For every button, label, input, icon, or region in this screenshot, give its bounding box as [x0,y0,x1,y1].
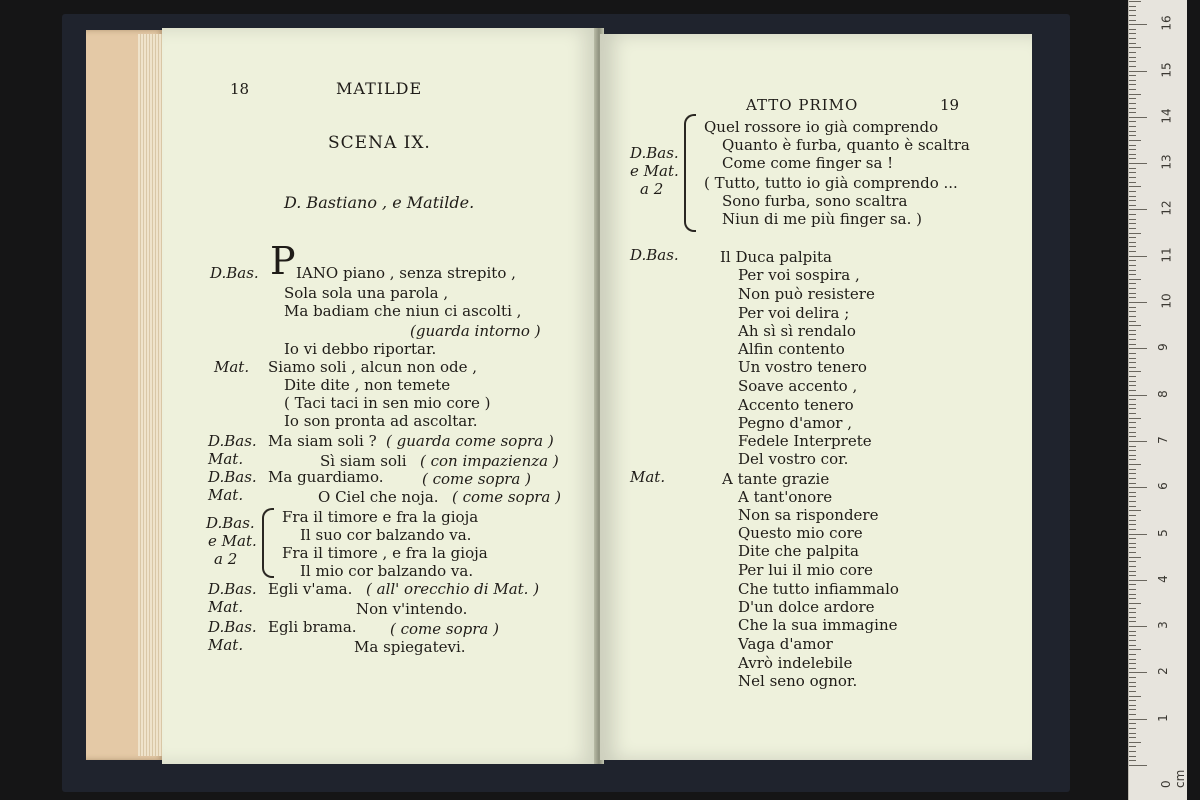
scene-title: SCENA IX. [328,133,431,153]
verse-line: Dite che palpita [738,542,859,560]
ruler-tick [1129,260,1136,261]
verse-line: Ma siam soli ? [268,432,377,450]
ruler-tick [1129,209,1147,210]
ruler-number: 2 [1155,667,1170,676]
speaker-label: D.Bas. [208,618,257,636]
ruler-tick [1129,61,1136,62]
ruler-tick [1129,6,1136,7]
ruler-tick [1129,75,1136,76]
ruler-tick [1129,765,1147,766]
ruler-tick [1129,24,1147,25]
ruler-tick [1129,663,1136,664]
ruler-tick [1129,700,1136,701]
verse-line: Ah sì sì rendalo [738,322,856,340]
stage-direction: ( all' orecchio di Mat. ) [366,580,540,598]
ruler-tick [1129,598,1136,599]
ruler-tick [1129,103,1136,104]
ruler-tick [1129,501,1136,502]
ruler-number: 1 [1155,713,1170,722]
ruler-tick [1129,510,1141,511]
ruler-tick [1129,20,1136,21]
ruler-tick [1129,348,1147,349]
ruler-tick [1129,455,1136,456]
ruler-tick [1129,15,1136,16]
speaker-label: Mat. [208,636,244,654]
verse-line: Accento tenero [738,396,854,414]
ruler-tick [1129,473,1136,474]
verse-line: Niun di me più finger sa. ) [722,210,922,228]
ruler-tick [1129,640,1136,641]
ruler-tick [1129,760,1136,761]
speaker-label: Mat. [208,598,244,616]
ruler-tick [1129,547,1136,548]
ruler-tick [1129,538,1136,539]
ruler-tick [1129,492,1136,493]
stage-direction: ( come sopra ) [452,488,561,506]
ruler-tick [1129,571,1136,572]
speaker-label: a 2 [214,550,238,568]
ruler-number: 12 [1159,200,1174,217]
verse-line: Fedele Interprete [738,432,872,450]
ruler-tick [1129,149,1136,150]
ruler-tick [1129,29,1136,30]
running-head-right: ATTO PRIMO [746,96,859,114]
verse-line: Il mio cor balzando va. [300,562,474,580]
ruler-tick [1129,297,1136,298]
stage-direction: ( come sopra ) [390,620,499,638]
ruler-tick [1129,552,1136,553]
ruler-tick [1129,534,1147,535]
ruler-number: 5 [1155,528,1170,537]
ruler-tick [1129,163,1147,164]
ruler-tick [1129,233,1141,234]
ruler-tick [1129,714,1136,715]
ruler-tick [1129,246,1136,247]
ruler-number: 14 [1159,108,1174,124]
ruler-tick [1129,330,1136,331]
ruler-tick [1129,121,1136,122]
ruler-tick [1129,450,1136,451]
speaker-label: D.Bas. [630,144,679,162]
ruler-tick [1129,94,1141,95]
ruler-tick [1129,557,1141,558]
ruler-tick [1129,589,1136,590]
ruler-tick [1129,186,1141,187]
ruler-tick [1129,408,1136,409]
ruler-tick [1129,575,1136,576]
speaker-label: D.Bas. [630,246,679,264]
verse-line: Ma spiegatevi. [354,638,466,656]
stage-direction: ( con impazienza ) [420,452,559,470]
ruler-tick [1129,413,1136,414]
ruler-tick [1129,339,1136,340]
ruler-tick [1129,524,1136,525]
verse-line: Alfin contento [738,340,845,358]
scene-characters: D. Bastiano , e Matilde. [284,193,475,212]
verse-line: Il Duca palpita [720,248,833,266]
ruler-tick [1129,432,1136,433]
ruler-tick [1129,33,1136,34]
ruler-unit-label: 0 cm [1159,769,1187,788]
ruler-tick [1129,135,1136,136]
ruler-number: 16 [1159,15,1174,31]
verse-line: Come come finger sa ! [722,154,894,172]
ruler-tick [1129,358,1136,359]
ruler-tick [1129,566,1136,567]
ruler-tick [1129,117,1147,118]
ruler-tick [1129,251,1136,252]
page-number-left: 18 [230,80,250,98]
verse-line: ( Tutto, tutto io già comprendo ... [704,174,958,192]
ruler-tick [1129,57,1136,58]
verse-line: A tante grazie [722,470,830,488]
ruler-tick [1129,200,1136,201]
ruler-tick [1129,283,1136,284]
verse-line: Sì siam soli [320,452,407,470]
ruler-tick [1129,677,1136,678]
ruler-number: 15 [1159,61,1174,78]
ruler-tick [1129,659,1136,660]
verse-line: Non v'intendo. [356,600,468,618]
ruler-tick [1129,205,1136,206]
ruler-tick [1129,256,1147,257]
verse-line: Questo mio core [738,524,863,542]
ruler-tick [1129,608,1136,609]
speaker-label: a 2 [640,180,664,198]
ruler-tick [1129,52,1136,53]
ruler-tick [1129,436,1136,437]
ruler-tick [1129,385,1136,386]
ruler-number: 8 [1155,389,1170,398]
ruler-tick [1129,279,1141,280]
ruler-tick [1129,395,1147,396]
ruler-tick [1129,112,1136,113]
ruler-tick [1129,626,1147,627]
ruler-tick [1129,515,1136,516]
ruler-tick [1129,746,1136,747]
ruler-number: 7 [1155,436,1170,444]
verse-line: Quanto è furba, quanto è scaltra [722,136,970,154]
ruler-tick [1129,418,1141,419]
verse-line: Ma badiam che niun ci ascolti , [284,302,522,320]
ruler-tick [1129,649,1141,650]
ruler-tick [1129,334,1136,335]
ruler-number: 13 [1159,154,1174,170]
verse-line: Soave accento , [738,377,858,395]
ruler-tick [1129,43,1136,44]
ruler-tick [1129,145,1136,146]
duet-brace [684,114,696,232]
ruler-tick [1129,177,1136,178]
speaker-label: e Mat. [208,532,257,550]
ruler-tick [1129,344,1136,345]
verse-line: Avrò indelebile [738,654,853,672]
ruler-tick [1129,464,1141,465]
verse-line: Egli brama. [268,618,357,636]
verse-line: D'un dolce ardore [738,598,875,616]
ruler-number: 6 [1155,482,1170,491]
verse-line: IANO piano , senza strepito , [296,264,516,282]
ruler-tick [1129,719,1147,720]
speaker-label: Mat. [208,486,244,504]
ruler-tick [1129,672,1147,673]
ruler-tick [1129,594,1136,595]
ruler-tick [1129,751,1136,752]
ruler-tick [1129,89,1136,90]
ruler-tick [1129,371,1141,372]
speaker-label: Mat. [214,358,250,376]
verse-line: Io son pronta ad ascoltar. [284,412,478,430]
speaker-label: D.Bas. [210,264,259,282]
ruler-tick [1129,742,1141,743]
ruler-tick [1129,705,1136,706]
stage-direction: ( guarda come sopra ) [386,432,554,450]
ruler-tick [1129,520,1136,521]
ruler-tick [1129,223,1136,224]
ruler-tick [1129,154,1136,155]
ruler-tick [1129,158,1136,159]
ruler-tick [1129,237,1136,238]
ruler-tick [1129,422,1136,423]
verse-line: Un vostro tenero [738,358,867,376]
ruler-tick [1129,469,1136,470]
ruler-tick [1129,543,1136,544]
speaker-label: D.Bas. [208,580,257,598]
speaker-label: D.Bas. [208,432,257,450]
ruler-tick [1129,686,1136,687]
ruler-number: 10 [1159,293,1174,309]
verse-line: Per voi delira ; [738,304,850,322]
verse-line: Per lui il mio core [738,561,873,579]
ruler-tick [1129,316,1136,317]
verse-line: O Ciel che noja. [318,488,439,506]
verse-line: ( Taci taci in sen mio core ) [284,394,491,412]
ruler-tick [1129,311,1136,312]
ruler-tick [1129,682,1136,683]
ruler-tick [1129,709,1136,710]
stage-direction: ( come sopra ) [422,470,531,488]
ruler-tick [1129,483,1136,484]
ruler-tick [1129,98,1136,99]
ruler-tick [1129,654,1136,655]
ruler-tick [1129,71,1147,72]
verse-line: Fra il timore , e fra la gioja [282,544,488,562]
ruler-tick [1129,362,1136,363]
ruler-tick [1129,47,1141,48]
ruler-tick [1129,288,1136,289]
ruler-tick [1129,487,1147,488]
speaker-label: Mat. [208,450,244,468]
ruler-tick [1129,108,1136,109]
ruler-tick [1129,478,1136,479]
ruler-tick [1129,631,1136,632]
ruler-tick [1129,635,1136,636]
ruler-tick [1129,38,1136,39]
ruler-tick [1129,80,1136,81]
ruler-tick [1129,459,1136,460]
speaker-label: Mat. [630,468,666,486]
ruler-tick [1129,1,1141,2]
verse-line: Io vi debbo riportar. [284,340,437,358]
verse-line: Egli v'ama. [268,580,353,598]
ruler-tick [1129,756,1136,757]
ruler-tick [1129,66,1136,67]
verse-line: A tant'onore [738,488,833,506]
ruler-tick [1129,617,1136,618]
left-page [162,28,598,764]
page-number-right: 19 [940,96,960,114]
drop-cap: P [270,239,296,283]
ruler-number: 11 [1159,247,1174,263]
ruler-tick [1129,496,1136,497]
speaker-label: D.Bas. [206,514,255,532]
ruler-tick [1129,506,1136,507]
ruler-tick [1129,214,1136,215]
verse-line: Dite dite , non temete [284,376,451,394]
right-page [600,34,1032,760]
ruler-tick [1129,645,1136,646]
ruler-tick [1129,441,1147,442]
ruler-number: 4 [1155,574,1170,583]
ruler-tick [1129,84,1136,85]
verse-line: Non sa rispondere [738,506,879,524]
ruler-tick [1129,376,1136,377]
ruler-tick [1129,612,1136,613]
ruler-tick [1129,168,1136,169]
verse-line: Sono furba, sono scaltra [722,192,908,210]
ruler-tick [1129,265,1136,266]
verse-line: Del vostro cor. [738,450,849,468]
ruler-number: 9 [1155,343,1170,352]
verse-line: Che tutto infiammalo [738,580,899,598]
ruler-tick [1129,621,1136,622]
ruler-tick [1129,367,1136,368]
verse-line: Vaga d'amor [738,635,833,653]
stage-direction: (guarda intorno ) [410,322,541,340]
running-head-left: MATILDE [336,79,423,98]
ruler-tick [1129,603,1141,604]
verse-line: Quel rossore io già comprendo [704,118,939,136]
ruler-tick [1129,293,1136,294]
ruler-tick [1129,404,1136,405]
ruler-tick [1129,733,1136,734]
ruler-tick [1129,446,1136,447]
ruler-tick [1129,172,1136,173]
ruler-tick [1129,219,1136,220]
ruler-tick [1129,126,1136,127]
verse-line: Fra il timore e fra la gioja [282,508,479,526]
verse-line: Che la sua immagine [738,616,898,634]
ruler-tick [1129,182,1136,183]
ruler-tick [1129,584,1136,585]
ruler-tick [1129,390,1136,391]
ruler-tick [1129,140,1141,141]
ruler-tick [1129,191,1136,192]
ruler-tick [1129,242,1136,243]
ruler-tick [1129,399,1136,400]
verse-line: Sola sola una parola , [284,284,449,302]
ruler-tick [1129,274,1136,275]
ruler-tick [1129,131,1136,132]
ruler-tick [1129,228,1136,229]
ruler-tick [1129,321,1136,322]
ruler-tick [1129,381,1136,382]
ruler-tick [1129,723,1136,724]
ruler-tick [1129,668,1136,669]
ruler-tick [1129,580,1147,581]
verse-line: Ma guardiamo. [268,468,384,486]
ruler-tick [1129,561,1136,562]
verse-line: Pegno d'amor , [738,414,852,432]
speaker-label: e Mat. [630,162,679,180]
verse-line: Siamo soli , alcun non ode , [268,358,478,376]
speaker-label: D.Bas. [208,468,257,486]
duet-brace [262,508,274,578]
verse-line: Non può resistere [738,285,875,303]
ruler-tick [1129,728,1136,729]
ruler-tick [1129,325,1141,326]
ruler-tick [1129,302,1147,303]
ruler-number: 3 [1155,621,1170,629]
ruler-tick [1129,427,1136,428]
ruler-tick [1129,196,1136,197]
ruler-tick [1129,270,1136,271]
ruler-tick [1129,696,1141,697]
verse-line: Il suo cor balzando va. [300,526,472,544]
ruler-tick [1129,307,1136,308]
ruler-tick [1129,691,1136,692]
ruler-tick [1129,737,1136,738]
ruler-tick [1129,353,1136,354]
measurement-ruler [1128,0,1187,800]
ruler-tick [1129,529,1136,530]
ruler-tick [1129,10,1136,11]
verse-line: Per voi sospira , [738,266,860,284]
verse-line: Nel seno ognor. [738,672,858,690]
